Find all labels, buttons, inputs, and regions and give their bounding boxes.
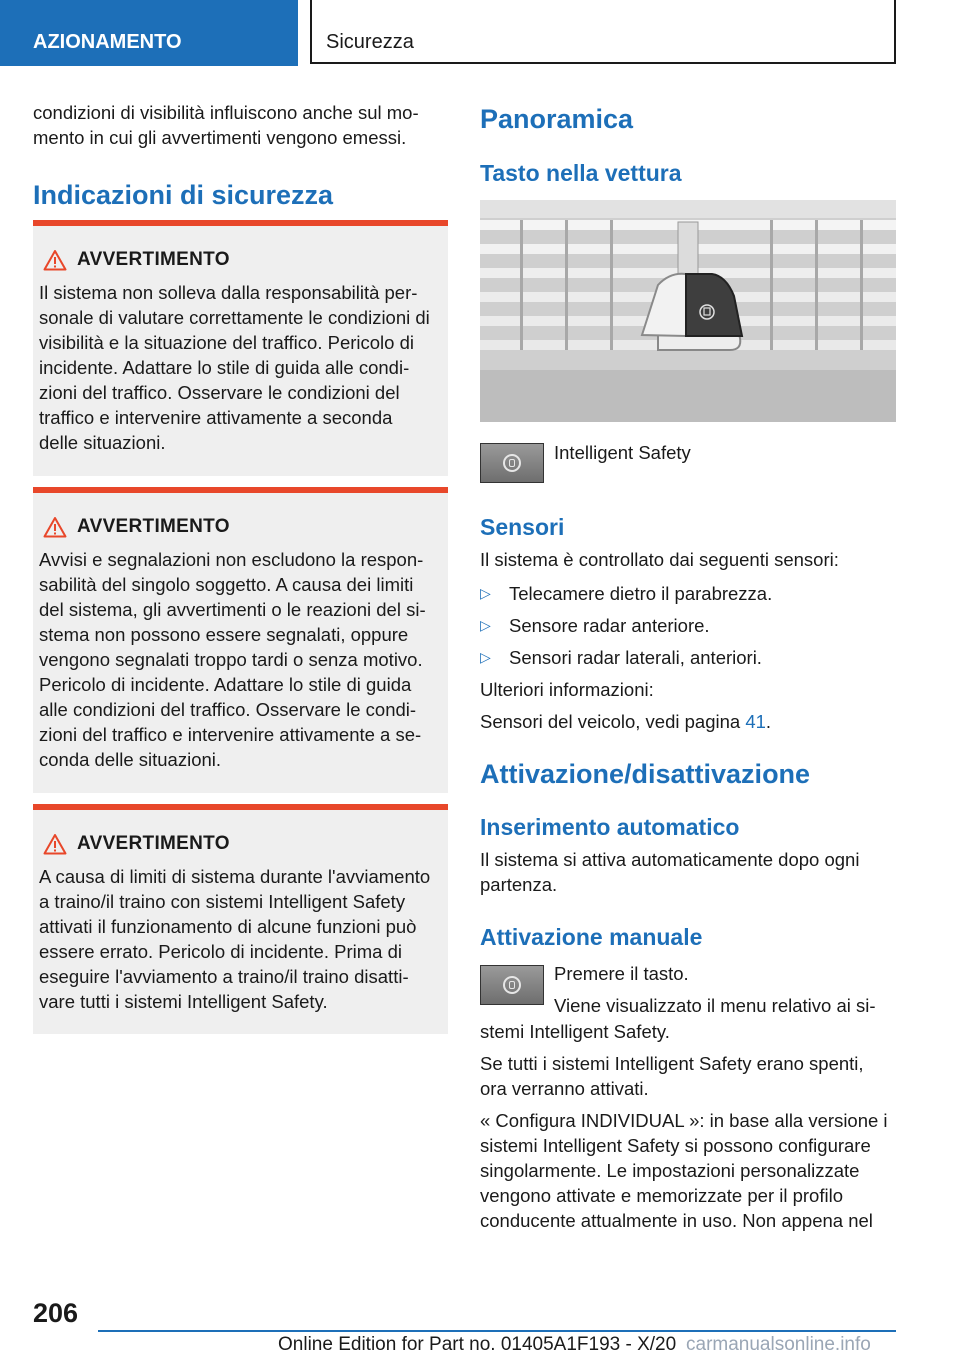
warning-line: Il sistema non solleva dalla responsabilità per- bbox=[39, 282, 418, 303]
warning-line: delle situazioni. bbox=[39, 432, 166, 453]
chapter-title: Sicurezza bbox=[310, 0, 896, 64]
warning-box bbox=[33, 804, 448, 1034]
list-item: ▷ Telecamere dietro il parabrezza. bbox=[480, 583, 773, 604]
heading-sensori: Sensori bbox=[480, 514, 565, 540]
spenti-text: Se tutti i sistemi Intelligent Safety erano spenti, ora verranno attivati. bbox=[480, 1053, 864, 1099]
warning-line: Pericolo di incidente. Adattare lo stile di guida bbox=[39, 674, 412, 695]
heading-manuale: Attivazione manuale bbox=[480, 924, 703, 950]
manuale-text: stemi Intelligent Safety. bbox=[480, 1021, 670, 1042]
triangle-bullet-icon: ▷ bbox=[480, 617, 491, 633]
intro-line: mento in cui gli avvertimenti vengono emessi. bbox=[33, 127, 407, 148]
warning-line: sonale di valutare correttamente le condizioni di bbox=[39, 307, 430, 328]
vehicle-grille-photo bbox=[480, 200, 896, 422]
heading-tasto: Tasto nella vettura bbox=[480, 160, 682, 186]
heading-panoramica: Panoramica bbox=[480, 104, 634, 134]
warning-line: Avvisi e segnalazioni non escludono la respon- bbox=[39, 549, 424, 570]
inserimento-text: Il sistema si attiva automaticamente dopo ogni partenza. bbox=[480, 849, 860, 895]
heading-inserimento: Inserimento automatico bbox=[480, 814, 740, 840]
intelligent-safety-button-icon bbox=[480, 443, 544, 483]
warning-text bbox=[33, 547, 448, 772]
warning-line: conda delle situazioni. bbox=[39, 749, 222, 770]
triangle-bullet-icon: ▷ bbox=[480, 585, 491, 601]
page-number: 206 bbox=[33, 1298, 79, 1328]
warning-icon bbox=[43, 249, 67, 271]
warning-line: zioni del traffico. Osservare le condizioni del bbox=[39, 382, 400, 403]
sensori-intro: Il sistema è controllato dai seguenti sensori: bbox=[480, 549, 839, 570]
warning-text bbox=[33, 864, 448, 1014]
warning-line: a traino/il traino con sistemi Intelligent Safety bbox=[39, 891, 406, 912]
edition-text: Online Edition for Part no. 01405A1F193 - X/20 bbox=[278, 1334, 677, 1355]
footer-divider bbox=[98, 1330, 896, 1332]
warning-box bbox=[33, 487, 448, 793]
section-tab[interactable]: AZIONAMENTO bbox=[0, 0, 298, 66]
warning-line: alle condizioni del traffico. Osservare le condi- bbox=[39, 699, 417, 720]
heading-attivazione: Attivazione/disattivazione bbox=[480, 759, 811, 789]
warning-line: stema non possono essere segnalati, oppure bbox=[39, 624, 409, 645]
page-link[interactable]: 41 bbox=[745, 711, 766, 732]
warning-box bbox=[33, 220, 448, 476]
warning-line: vengono segnalati troppo tardi o senza motivo. bbox=[39, 649, 423, 670]
page-header bbox=[0, 0, 960, 66]
watermark: carmanualsonline.info bbox=[686, 1334, 871, 1355]
warning-line: essere errato. Pericolo di incidente. Prima di bbox=[39, 941, 402, 962]
warning-line: incidente. Adattare lo stile di guida alle condi- bbox=[39, 357, 410, 378]
warning-line: vare tutti i sistemi Intelligent Safety. bbox=[39, 991, 328, 1012]
list-item: ▷ Sensore radar anteriore. bbox=[480, 615, 710, 636]
warning-text bbox=[33, 280, 448, 455]
ulteriori-label: Ulteriori informazioni: bbox=[480, 679, 654, 700]
warning-line: sabilità del singolo soggetto. A causa dei limiti bbox=[39, 574, 414, 595]
page-reference: Sensori del veicolo, vedi pagina 41. bbox=[480, 711, 772, 732]
warning-line: attivati il funzionamento di alcune funzioni può bbox=[39, 916, 417, 937]
list-item: ▷ Sensori radar laterali, anteriori. bbox=[480, 647, 762, 668]
warning-line: zioni del traffico e intervenire attivamente a se- bbox=[39, 724, 422, 745]
triangle-bullet-icon: ▷ bbox=[480, 649, 491, 665]
left-column bbox=[33, 100, 448, 150]
heading-indicazioni: Indicazioni di sicurezza bbox=[33, 180, 334, 210]
warning-line: traffico e intervenire attivamente a seconda bbox=[39, 407, 393, 428]
warning-line: del sistema, gli avvertimenti o le reazioni del si- bbox=[39, 599, 426, 620]
intelligent-safety-button-icon bbox=[480, 965, 544, 1005]
warning-title: AVVERTIMENTO bbox=[77, 249, 230, 270]
intro-line: condizioni di visibilità influiscono anche sul mo- bbox=[33, 102, 419, 123]
button-label: Intelligent Safety bbox=[554, 442, 691, 463]
manuale-step: Premere il tasto. bbox=[554, 963, 689, 984]
warning-title: AVVERTIMENTO bbox=[77, 833, 230, 854]
grille-illustration bbox=[480, 200, 896, 422]
config-text: « Configura INDIVIDUAL »: in base alla versione i sistemi Intelligent Safety si possono configurare singolarmente. Le impostazioni personalizzate vengono attivate e memorizzate per il profilo conducente attualmente in uso. Non appena nel bbox=[480, 1110, 888, 1231]
warning-line: eseguire l'avviamento a traino/il traino disatti- bbox=[39, 966, 409, 987]
warning-line: A causa di limiti di sistema durante l'avviamento bbox=[39, 866, 431, 887]
warning-icon bbox=[43, 516, 67, 538]
warning-icon bbox=[43, 833, 67, 855]
warning-line: visibilità e la situazione del traffico. Pericolo di bbox=[39, 332, 414, 353]
manuale-text: Viene visualizzato il menu relativo ai si- bbox=[554, 995, 876, 1016]
warning-title: AVVERTIMENTO bbox=[77, 516, 230, 537]
